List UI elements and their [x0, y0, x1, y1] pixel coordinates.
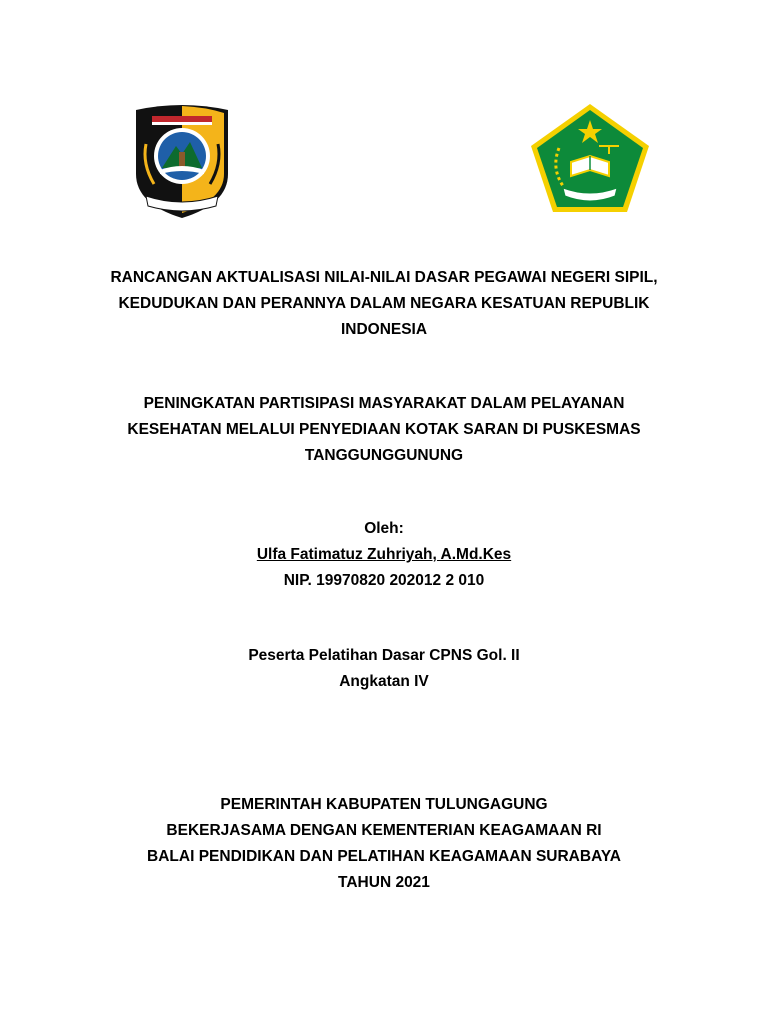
title-line: INDONESIA [340, 321, 428, 338]
subject-line: PENINGKATAN PARTISIPASI MASYARAKAT DALAM PELAYANAN [143, 395, 625, 412]
author-section [0, 516, 768, 594]
subject-line: KESEHATAN MELALUI PENYEDIAAN KOTAK SARAN DI PUSKESMAS [127, 421, 641, 438]
author-name: Ulfa Fatimatuz Zuhriyah, A.Md.Kes [256, 546, 512, 563]
document-subject [0, 391, 768, 469]
institution-section [0, 792, 768, 896]
institution-line: BALAI PENDIDIKAN DAN PELATIHAN KEAGAMAAN SURABAYA [147, 848, 621, 865]
institution-line: BEKERJASAMA DENGAN KEMENTERIAN KEAGAMAAN RI [166, 822, 602, 839]
training-section [0, 643, 768, 695]
document-title [0, 265, 768, 343]
title-line: KEDUDUKAN DAN PERANNYA DALAM NEGARA KESATUAN REPUBLIK [118, 295, 650, 312]
title-line: RANCANGAN AKTUALISASI NILAI-NILAI DASAR PEGAWAI NEGERI SIPIL, [110, 269, 658, 286]
batch-label: Angkatan IV [339, 673, 429, 690]
tulungagung-emblem [132, 104, 232, 220]
institution-line: PEMERINTAH KABUPATEN TULUNGAGUNG [220, 796, 548, 813]
kemenag-emblem [529, 102, 651, 214]
author-nip: NIP. 19970820 202012 2 010 [283, 572, 485, 589]
year-line: TAHUN 2021 [338, 874, 430, 891]
participant-label: Peserta Pelatihan Dasar CPNS Gol. II [248, 647, 520, 664]
by-label: Oleh: [364, 520, 404, 537]
subject-line: TANGGUNGGUNUNG [304, 447, 464, 464]
